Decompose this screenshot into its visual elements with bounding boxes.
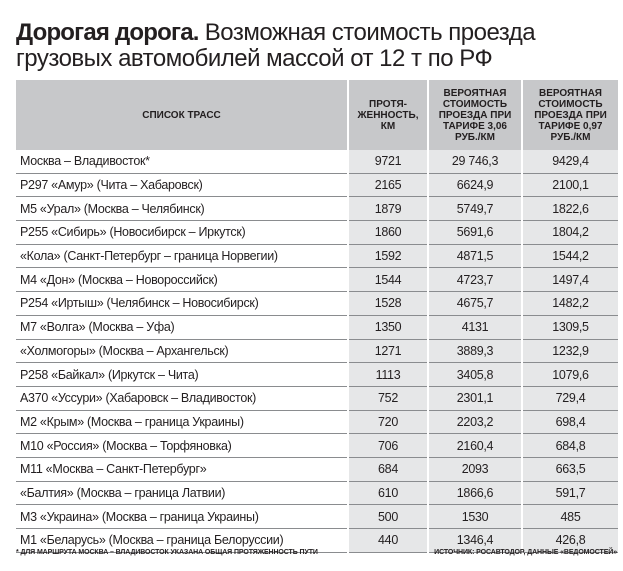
route-name: «Кола» (Санкт-Петербург – граница Норвегии) (16, 244, 348, 268)
cost-tariff-306: 2160,4 (428, 434, 522, 458)
route-length: 684 (348, 457, 428, 481)
cost-tariff-097: 591,7 (522, 481, 618, 505)
table-row (16, 315, 618, 339)
table-row (16, 150, 618, 173)
route-name: М5 «Урал» (Москва – Челябинск) (16, 197, 348, 221)
cost-tariff-097: 1232,9 (522, 339, 618, 363)
cost-tariff-306: 3405,8 (428, 363, 522, 387)
cost-tariff-306: 5691,6 (428, 221, 522, 245)
cost-tariff-097: 729,4 (522, 386, 618, 410)
cost-tariff-097: 1544,2 (522, 244, 618, 268)
cost-tariff-306: 4723,7 (428, 268, 522, 292)
cost-tariff-306: 4131 (428, 315, 522, 339)
table-row (16, 505, 618, 529)
table-row (16, 197, 618, 221)
route-name: М2 «Крым» (Москва – граница Украины) (16, 410, 348, 434)
route-name: М11 «Москва – Санкт-Петербург» (16, 457, 348, 481)
route-name: Москва – Владивосток* (16, 150, 348, 173)
route-length: 1544 (348, 268, 428, 292)
source-note: ИСТОЧНИК: РОСАВТОДОР, ДАННЫЕ «ВЕДОМОСТЕЙ» (434, 549, 617, 556)
route-length: 1350 (348, 315, 428, 339)
cost-tariff-306: 4675,7 (428, 292, 522, 316)
route-name: Р258 «Байкал» (Иркутск – Чита) (16, 363, 348, 387)
route-name: М4 «Дон» (Москва – Новороссийск) (16, 268, 348, 292)
route-length: 1879 (348, 197, 428, 221)
footnote: * ДЛЯ МАРШРУТА МОСКВА – ВЛАДИВОСТОК УКАЗАНА ОБЩАЯ ПРОТЯЖЕННОСТЬ ПУТИ (16, 549, 318, 556)
cost-tariff-097: 1482,2 (522, 292, 618, 316)
cost-tariff-306: 2203,2 (428, 410, 522, 434)
route-length: 1860 (348, 221, 428, 245)
route-length: 2165 (348, 173, 428, 197)
cost-tariff-306: 6624,9 (428, 173, 522, 197)
route-length: 1271 (348, 339, 428, 363)
cost-tariff-097: 485 (522, 505, 618, 529)
cost-tariff-306: 29 746,3 (428, 150, 522, 173)
route-name: Р254 «Иртыш» (Челябинск – Новосибирск) (16, 292, 348, 316)
table-header-row (16, 80, 618, 150)
route-length: 610 (348, 481, 428, 505)
cost-tariff-097: 426,8 (522, 529, 618, 553)
table-row (16, 292, 618, 316)
cost-tariff-097: 698,4 (522, 410, 618, 434)
cost-tariff-306: 5749,7 (428, 197, 522, 221)
header-cost-306: ВЕРОЯТНАЯ СТОИМОСТЬ ПРОЕЗДА ПРИ ТАРИФЕ 3,06 РУБ./КМ (428, 80, 522, 150)
header-cost-097: ВЕРОЯТНАЯ СТОИМОСТЬ ПРОЕЗДА ПРИ ТАРИФЕ 0,97 РУБ./КМ (522, 80, 618, 150)
cost-tariff-097: 1497,4 (522, 268, 618, 292)
route-name: «Холмогоры» (Москва – Архангельск) (16, 339, 348, 363)
route-name: М3 «Украина» (Москва – граница Украины) (16, 505, 348, 529)
cost-tariff-097: 2100,1 (522, 173, 618, 197)
cost-tariff-097: 9429,4 (522, 150, 618, 173)
cost-tariff-306: 3889,3 (428, 339, 522, 363)
route-name: А370 «Уссури» (Хабаровск – Владивосток) (16, 386, 348, 410)
table-row (16, 410, 618, 434)
route-length: 720 (348, 410, 428, 434)
cost-tariff-306: 1530 (428, 505, 522, 529)
table-row (16, 481, 618, 505)
route-name: М10 «Россия» (Москва – Торфяновка) (16, 434, 348, 458)
cost-tariff-306: 1346,4 (428, 529, 522, 553)
route-name: М7 «Волга» (Москва – Уфа) (16, 315, 348, 339)
route-length: 1528 (348, 292, 428, 316)
table-row (16, 386, 618, 410)
cost-tariff-306: 2301,1 (428, 386, 522, 410)
title-line-2: грузовых автомобилей массой от 12 т по РФ (16, 45, 493, 72)
cost-tariff-097: 1804,2 (522, 221, 618, 245)
route-name: Р255 «Сибирь» (Новосибирск – Иркутск) (16, 221, 348, 245)
route-length: 752 (348, 386, 428, 410)
cost-tariff-097: 1822,6 (522, 197, 618, 221)
route-name: «Балтия» (Москва – граница Латвии) (16, 481, 348, 505)
header-length: ПРОТЯ-ЖЕННОСТЬ, КМ (348, 80, 428, 150)
table-row (16, 268, 618, 292)
infographic-title (16, 20, 616, 72)
table-row (16, 173, 618, 197)
cost-tariff-097: 684,8 (522, 434, 618, 458)
route-length: 440 (348, 529, 428, 553)
title-bold: Дорогая дорога. (16, 19, 199, 46)
table-row (16, 363, 618, 387)
route-length: 706 (348, 434, 428, 458)
route-name: М1 «Беларусь» (Москва – граница Белоруссии) (16, 529, 348, 553)
route-name: Р297 «Амур» (Чита – Хабаровск) (16, 173, 348, 197)
cost-tariff-097: 1309,5 (522, 315, 618, 339)
table-row (16, 221, 618, 245)
cost-tariff-306: 1866,6 (428, 481, 522, 505)
title-line-1: Возможная стоимость проезда (204, 19, 536, 46)
cost-tariff-097: 1079,6 (522, 363, 618, 387)
cost-tariff-097: 663,5 (522, 457, 618, 481)
cost-tariff-306: 4871,5 (428, 244, 522, 268)
table-row (16, 339, 618, 363)
header-routes: СПИСОК ТРАСС (16, 80, 348, 150)
route-length: 1592 (348, 244, 428, 268)
table-body (16, 150, 618, 552)
route-length: 9721 (348, 150, 428, 173)
route-length: 1113 (348, 363, 428, 387)
toll-cost-table (16, 80, 618, 553)
table-row (16, 434, 618, 458)
table-row (16, 244, 618, 268)
table-row (16, 457, 618, 481)
route-length: 500 (348, 505, 428, 529)
cost-tariff-306: 2093 (428, 457, 522, 481)
